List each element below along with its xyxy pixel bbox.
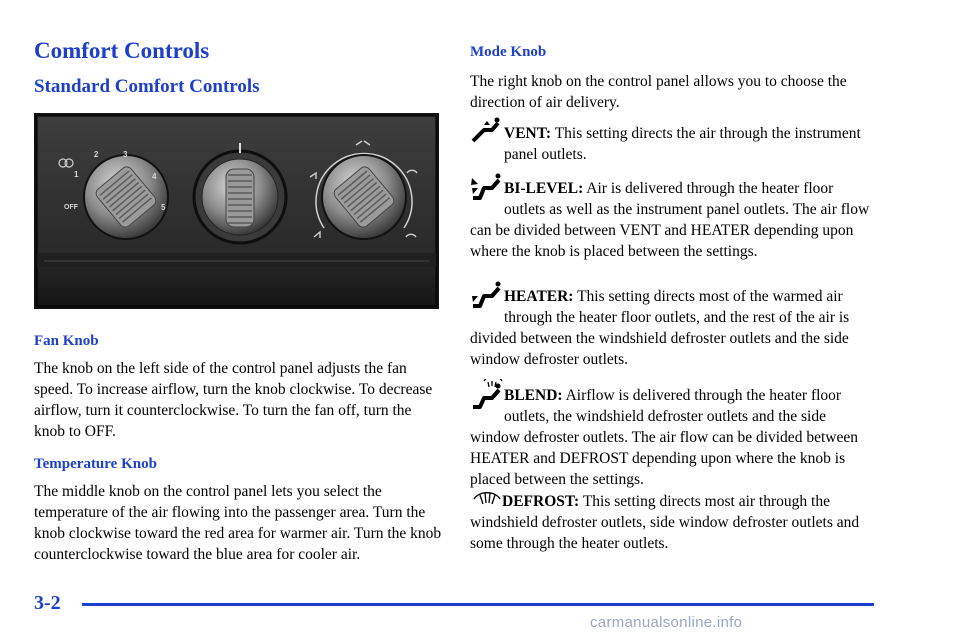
mode-label: VENT: <box>504 125 552 142</box>
fan-dial-label: 4 <box>152 172 157 181</box>
bi-level-icon <box>470 172 504 202</box>
mode-item-bi-level <box>470 178 875 262</box>
page-title: Comfort Controls <box>34 38 210 63</box>
mode-knob-heading: Mode Knob <box>470 44 547 60</box>
fan-dial-label: 3 <box>123 150 128 159</box>
mode-description: Air is delivered through the heater floor outlets as well as the instrument panel outlets. The air flow can be divided between VENT and HEATER depending upon where the knob is placed between the settings. <box>470 180 870 260</box>
control-panel-photo <box>34 113 439 309</box>
temperature-knob-heading: Temperature Knob <box>34 456 157 472</box>
mode-description: This setting directs most air through the windshield defroster outlets, side window defroster outlets and some through the heater outlets. <box>470 493 860 552</box>
mode-description: This setting directs the air through the instrument panel outlets. <box>504 125 861 163</box>
mode-item-heater <box>470 286 875 370</box>
temperature-knob-text: The middle knob on the control panel lets you select the temperature of the air flowing into the passenger area. Turn the knob clockwise toward the red area for warmer air. Turn the knob counterclockwise toward the blue area for cooler air. <box>34 483 442 563</box>
mode-label: DEFROST: <box>502 493 580 510</box>
section-subtitle: Standard Comfort Controls <box>34 76 260 97</box>
fan-dial-label: 2 <box>94 150 99 159</box>
fan-dial-label: 5 <box>161 203 166 212</box>
page-number: 3-2 <box>34 592 61 614</box>
heater-icon <box>470 280 504 310</box>
mode-description: Airflow is delivered through the heater floor outlets, the windshield defroster outlets and the side window defroster outlets. The air flow can be divided between HEATER and DEFROST depending upon where the knob is placed between the settings. <box>470 387 858 488</box>
mode-knob-text: The right knob on the control panel allows you to choose the direction of air delivery. <box>470 73 847 111</box>
fan-dial-label: 1 <box>74 170 79 179</box>
vent-icon <box>470 117 504 147</box>
watermark: carmanualsonline.info <box>590 614 743 631</box>
blend-icon <box>470 379 504 409</box>
mode-label: BLEND: <box>504 387 563 404</box>
fan-dial-label: OFF <box>64 204 78 211</box>
mode-description: This setting directs most of the warmed air through the heater floor outlets, and the rest of the air is divided between the windshield defroster outlets and the side window defroster outlets. <box>470 288 850 368</box>
fan-knob-heading: Fan Knob <box>34 333 99 349</box>
fan-knob-text: The knob on the left side of the control panel adjusts the fan speed. To increase airflow, turn the knob clockwise. To decrease airflow, turn it counterclockwise. To turn the fan off, turn the knob to OFF. <box>34 360 433 440</box>
mode-item-defrost <box>470 491 875 554</box>
mode-item-blend <box>470 385 875 490</box>
footer-rule <box>82 603 874 606</box>
defrost-icon <box>470 489 502 511</box>
mode-item-vent <box>470 123 875 165</box>
mode-label: HEATER: <box>504 288 574 305</box>
mode-label: BI-LEVEL: <box>504 180 584 197</box>
